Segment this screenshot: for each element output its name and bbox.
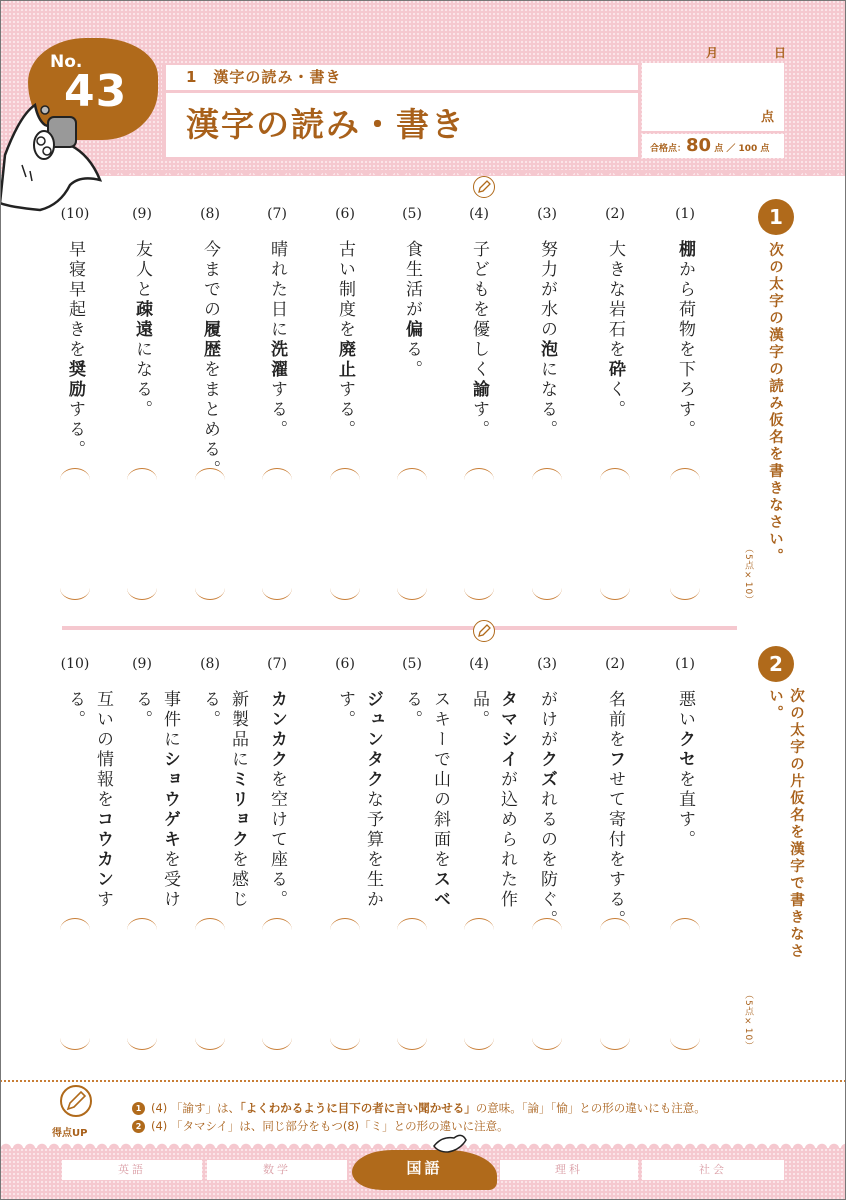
question-target-word: クセ bbox=[675, 730, 695, 770]
question-text bbox=[533, 240, 561, 480]
question-target-word: フ bbox=[605, 750, 625, 770]
question-text-pre: 努力が水の bbox=[537, 240, 557, 340]
answer-bracket-bottom bbox=[532, 588, 562, 600]
question-text-pre: がけが bbox=[537, 690, 557, 750]
question-item bbox=[122, 178, 162, 598]
answer-field[interactable] bbox=[262, 930, 292, 1038]
question-text-pre: 新製品に bbox=[228, 690, 248, 770]
question-item bbox=[527, 628, 567, 1048]
answer-field[interactable] bbox=[600, 480, 630, 588]
question-number: (10) bbox=[60, 206, 90, 222]
question-text-post: れるのを防ぐ。 bbox=[537, 790, 557, 930]
answer-bracket-bottom bbox=[262, 1038, 292, 1050]
answer-bracket-bottom bbox=[195, 1038, 225, 1050]
question-number: (7) bbox=[267, 206, 287, 222]
answer-bracket-bottom bbox=[397, 1038, 427, 1050]
question-text-post: を空けて座る。 bbox=[267, 770, 287, 910]
question-number: (2) bbox=[605, 206, 625, 222]
tip-number-badge: 2 bbox=[132, 1120, 145, 1133]
answer-field[interactable] bbox=[60, 930, 90, 1038]
question-text bbox=[331, 240, 359, 480]
question-text-pre: 悪い bbox=[675, 690, 695, 730]
tab-english[interactable]: 英語 bbox=[62, 1160, 202, 1180]
answer-bracket-bottom bbox=[60, 588, 90, 600]
question-item bbox=[190, 628, 248, 1048]
question-item bbox=[55, 628, 113, 1048]
answer-field[interactable] bbox=[195, 480, 225, 588]
question-text-post: せて寄付をする。 bbox=[605, 770, 625, 930]
question-text bbox=[196, 240, 224, 480]
section1-instruction: 次の太字の漢字の読み仮名を書きなさい。 bbox=[767, 242, 783, 565]
answer-field[interactable] bbox=[60, 480, 90, 588]
question-text bbox=[465, 690, 521, 930]
question-text bbox=[465, 240, 493, 480]
question-text-pre: スキーで山の斜面を bbox=[430, 690, 450, 870]
section1-points: （5点×10） bbox=[743, 544, 753, 606]
question-text bbox=[331, 690, 387, 930]
question-target-word: 偏 bbox=[402, 320, 422, 340]
question-item bbox=[325, 178, 365, 598]
question-text bbox=[263, 240, 291, 480]
tab-social-studies[interactable]: 社会 bbox=[642, 1160, 784, 1180]
question-text-post: する。 bbox=[65, 400, 85, 460]
question-text bbox=[61, 240, 89, 480]
question-text-post: く。 bbox=[605, 380, 625, 420]
question-item bbox=[665, 628, 705, 1048]
question-text-pre: 古い制度を bbox=[335, 240, 355, 340]
answer-field[interactable] bbox=[397, 930, 427, 1038]
answer-field[interactable] bbox=[262, 480, 292, 588]
question-text bbox=[601, 690, 629, 930]
question-text-post: する。 bbox=[65, 690, 113, 910]
question-text bbox=[196, 690, 252, 930]
question-text bbox=[398, 240, 426, 480]
question-number: (8) bbox=[200, 656, 220, 672]
answer-field[interactable] bbox=[670, 930, 700, 1038]
answer-field[interactable] bbox=[532, 930, 562, 1038]
answer-field[interactable] bbox=[195, 930, 225, 1038]
tip-bold-text: 「よくわかるように目下の者に言い聞かせる」 bbox=[239, 1101, 476, 1115]
answer-field[interactable] bbox=[330, 930, 360, 1038]
tab-science[interactable]: 理科 bbox=[500, 1160, 638, 1180]
question-number: (3) bbox=[537, 656, 557, 672]
question-text-pre: 食生活が bbox=[402, 240, 422, 320]
question-text-pre: 早寝早起きを bbox=[65, 240, 85, 360]
question-item bbox=[257, 178, 297, 598]
question-item bbox=[595, 178, 635, 598]
pencil-icon bbox=[60, 1085, 92, 1117]
tip-item bbox=[132, 1100, 706, 1116]
answer-bracket-bottom bbox=[464, 588, 494, 600]
question-number-badge: 2 bbox=[758, 646, 794, 682]
question-text bbox=[61, 690, 117, 930]
question-text bbox=[128, 690, 184, 930]
question-text-post: する。 bbox=[267, 380, 287, 440]
question-text-pre: 晴れた日に bbox=[267, 240, 287, 340]
question-item bbox=[392, 628, 450, 1048]
question-target-word: 諭 bbox=[469, 380, 489, 400]
question-target-word: コウカン bbox=[93, 810, 113, 890]
question-number: (9) bbox=[132, 206, 152, 222]
question-text-post: が込められた作品。 bbox=[469, 690, 517, 910]
bird-mascot-icon bbox=[0, 95, 105, 215]
question-text-post: る。 bbox=[402, 690, 422, 730]
section2-points: （5点×10） bbox=[743, 990, 753, 1052]
question-item bbox=[190, 178, 230, 598]
question-item bbox=[459, 178, 499, 598]
tab-math[interactable]: 数学 bbox=[207, 1160, 347, 1180]
question-text-post: になる。 bbox=[537, 360, 557, 440]
question-item bbox=[665, 178, 705, 598]
date-day-label: 日 bbox=[774, 46, 787, 60]
tips-area bbox=[0, 1080, 846, 1140]
question-text-post: な予算を生かす。 bbox=[335, 690, 383, 910]
pass-score-value: 80 bbox=[686, 135, 712, 156]
question-text-post: を感じる。 bbox=[200, 690, 248, 910]
tips-label: 得点UP bbox=[52, 1128, 88, 1139]
page-title: 漢字の読み・書き bbox=[166, 93, 638, 157]
question-number: (2) bbox=[605, 656, 625, 672]
badge-prefix: No. bbox=[50, 52, 83, 72]
tab-japanese[interactable]: 国語 bbox=[352, 1150, 497, 1190]
question-target-word: 砕 bbox=[605, 360, 625, 380]
answer-bracket-bottom bbox=[127, 1038, 157, 1050]
question-target-word: 洗濯 bbox=[267, 340, 287, 380]
answer-bracket-bottom bbox=[532, 1038, 562, 1050]
question-item bbox=[55, 178, 95, 598]
question-number: (1) bbox=[675, 206, 695, 222]
question-text-post: る。 bbox=[402, 340, 422, 380]
answer-field[interactable] bbox=[330, 480, 360, 588]
score-field[interactable] bbox=[642, 63, 784, 131]
unit-subtitle: 1 漢字の読み・書き bbox=[166, 65, 638, 90]
question-number: (6) bbox=[335, 206, 355, 222]
question-target-word: タマシイ bbox=[497, 690, 517, 770]
question-text-post: をまとめる。 bbox=[200, 360, 220, 480]
question-text-pre: 今までの bbox=[200, 240, 220, 320]
question-text bbox=[128, 240, 156, 480]
answer-field[interactable] bbox=[532, 480, 562, 588]
question-text-post: を直す。 bbox=[675, 770, 695, 850]
question-text-post: から荷物を下ろす。 bbox=[675, 260, 695, 440]
question-target-word: ミリョク bbox=[228, 770, 248, 850]
question-target-word: 疎遠 bbox=[132, 300, 152, 340]
question-text-pre: 互いの情報を bbox=[93, 690, 113, 810]
question-number: (1) bbox=[675, 656, 695, 672]
question-number: (5) bbox=[402, 206, 422, 222]
answer-bracket-bottom bbox=[127, 588, 157, 600]
question-text-pre: 事件に bbox=[160, 690, 180, 750]
question-text bbox=[671, 240, 699, 480]
question-item bbox=[527, 178, 567, 598]
passing-score bbox=[642, 134, 784, 158]
question-item bbox=[595, 628, 635, 1048]
question-target-word: 泡 bbox=[537, 340, 557, 360]
answer-bracket-bottom bbox=[262, 588, 292, 600]
answer-bracket-bottom bbox=[464, 1038, 494, 1050]
question-item bbox=[459, 628, 517, 1048]
answer-field[interactable] bbox=[600, 930, 630, 1038]
question-number: (6) bbox=[335, 656, 355, 672]
question-target-word: 履歴 bbox=[200, 320, 220, 360]
pass-label: 合格点： bbox=[650, 144, 687, 154]
section2-instruction: 次の太字の片仮名を漢字で書きなさい。 bbox=[767, 688, 804, 960]
answer-field[interactable] bbox=[127, 480, 157, 588]
answer-field[interactable] bbox=[127, 930, 157, 1038]
tips-divider bbox=[0, 1080, 846, 1082]
question-number: (7) bbox=[267, 656, 287, 672]
small-bird-icon bbox=[430, 1128, 470, 1158]
answer-bracket-bottom bbox=[330, 588, 360, 600]
question-target-word: スベ bbox=[430, 870, 450, 910]
question-target-word: ジュンタク bbox=[363, 690, 383, 790]
question-number: (4) bbox=[469, 206, 489, 222]
answer-bracket-bottom bbox=[60, 1038, 90, 1050]
question-text bbox=[263, 690, 291, 930]
question-number: (4) bbox=[469, 656, 489, 672]
question-number: (5) bbox=[402, 656, 422, 672]
question-item bbox=[392, 178, 432, 598]
question-text-pre: 子どもを優しく bbox=[469, 240, 489, 380]
question-text-pre: 友人と bbox=[132, 240, 152, 300]
answer-field[interactable] bbox=[397, 480, 427, 588]
question-text bbox=[398, 690, 454, 930]
question-target-word: ショウゲキ bbox=[160, 750, 180, 850]
question-text bbox=[533, 690, 561, 930]
question-text-post: する。 bbox=[335, 380, 355, 440]
answer-bracket-bottom bbox=[397, 588, 427, 600]
question-target-word: 棚 bbox=[675, 240, 695, 260]
lesson-number: 43 bbox=[64, 66, 128, 117]
question-text bbox=[601, 240, 629, 480]
answer-field[interactable] bbox=[670, 480, 700, 588]
question-text-pre: 名前を bbox=[605, 690, 625, 750]
tip-text: (4) 「タマシイ」は、同じ部分をもつ(8)「ミ」との形の違いに注意。 bbox=[151, 1119, 509, 1133]
question-text-post: になる。 bbox=[132, 340, 152, 420]
answer-field[interactable] bbox=[464, 930, 494, 1038]
question-target-word: カンカク bbox=[267, 690, 287, 770]
question-number-badge: 1 bbox=[758, 199, 794, 235]
answer-bracket-bottom bbox=[195, 588, 225, 600]
tip-number-badge: 1 bbox=[132, 1102, 145, 1115]
question-item bbox=[325, 628, 383, 1048]
question-number: (3) bbox=[537, 206, 557, 222]
answer-field[interactable] bbox=[464, 480, 494, 588]
question-text-post: を受ける。 bbox=[132, 690, 180, 910]
question-target-word: 廃止 bbox=[335, 340, 355, 380]
question-number: (9) bbox=[132, 656, 152, 672]
question-text-post: す。 bbox=[469, 400, 489, 440]
answer-bracket-bottom bbox=[670, 588, 700, 600]
answer-bracket-bottom bbox=[600, 588, 630, 600]
answer-bracket-bottom bbox=[670, 1038, 700, 1050]
date-month-label: 月 bbox=[706, 46, 719, 60]
question-number: (10) bbox=[60, 656, 90, 672]
score-unit: 点 bbox=[760, 110, 774, 125]
question-text bbox=[671, 690, 699, 930]
answer-bracket-bottom bbox=[600, 1038, 630, 1050]
tip-text: の意味。「論」「愉」との形の違いにも注意。 bbox=[475, 1101, 706, 1115]
question-target-word: クズ bbox=[537, 750, 557, 790]
answer-bracket-bottom bbox=[330, 1038, 360, 1050]
question-number: (8) bbox=[200, 206, 220, 222]
question-item bbox=[122, 628, 180, 1048]
tip-text: (4) 「諭す」は、 bbox=[151, 1101, 240, 1115]
question-target-word: 奨励 bbox=[65, 360, 85, 400]
question-item bbox=[257, 628, 297, 1048]
question-text-pre: 大きな岩石を bbox=[605, 240, 625, 360]
pass-suffix: 点 ／ 100 点 bbox=[711, 144, 770, 154]
